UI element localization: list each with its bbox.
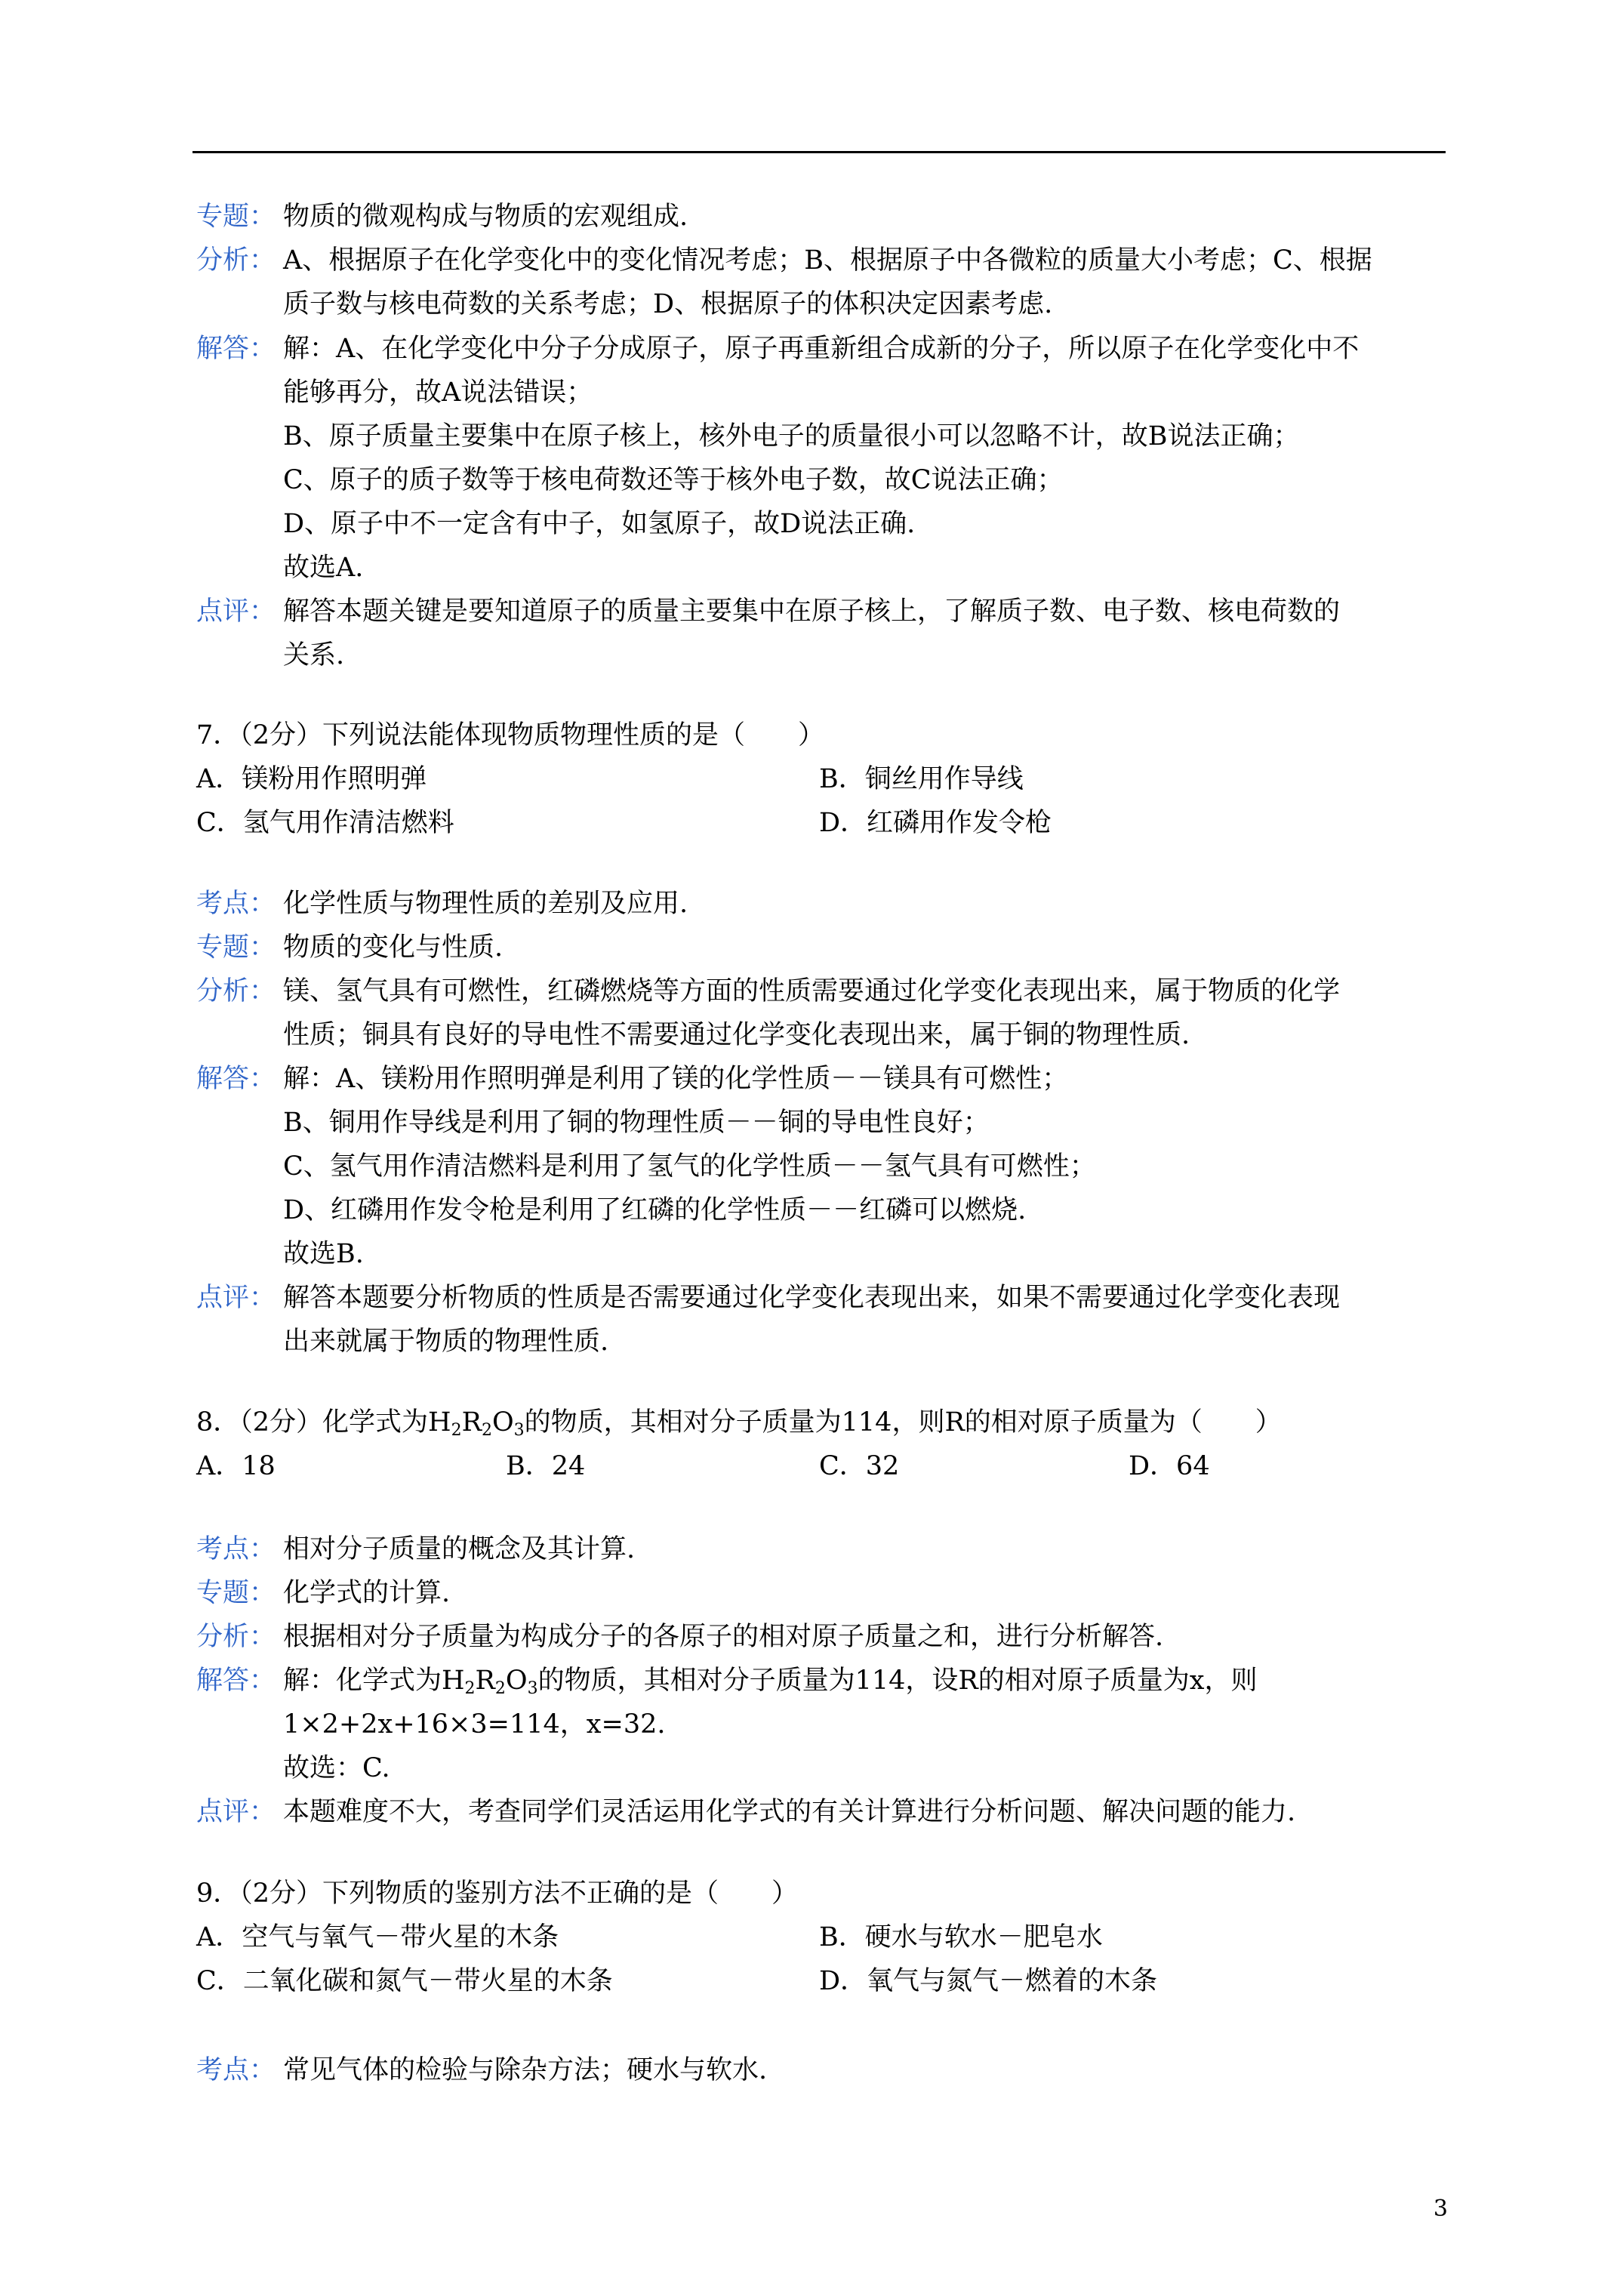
chemical-formula: $H_2R_2O_3$ xyxy=(428,1407,525,1440)
label-dianping: 点评： xyxy=(196,1797,276,1827)
label-zhuanti: 专题： xyxy=(196,1578,276,1608)
q6-jieda-line: C、原子的质子数等于核电荷数还等于核外电子数，故C说法正确； xyxy=(283,465,1064,495)
q8-jieda-line: 1×2+2x+16×3=114，x=32. xyxy=(283,1709,666,1740)
label-zhuanti: 专题： xyxy=(196,202,276,232)
label-jieda: 解答： xyxy=(196,1064,276,1094)
q7-zhuanti: 物质的变化与性质. xyxy=(283,932,504,963)
q8-zhuanti: 化学式的计算. xyxy=(283,1578,451,1608)
q8-option-c: C．32 xyxy=(819,1451,900,1481)
label-fenxi: 分析： xyxy=(196,1622,276,1652)
q7-fenxi-line: 性质；铜具有良好的导电性不需要通过化学变化表现出来，属于铜的物理性质. xyxy=(283,1020,1190,1050)
q6-fenxi-line: A、根据原子在化学变化中的变化情况考虑；B、根据原子中各微粒的质量大小考虑；C、根据 xyxy=(283,245,1372,276)
q7-jieda-line: 解：A、镁粉用作照明弹是利用了镁的化学性质－－镁具有可燃性； xyxy=(283,1064,1069,1094)
q7-dianping-line: 解答本题要分析物质的性质是否需要通过化学变化表现出来，如果不需要通过化学变化表现 xyxy=(283,1283,1341,1313)
page-number: 3 xyxy=(1433,2196,1448,2222)
q6-jieda-line: 解：A、在化学变化中分子分成原子，原子再重新组合成新的分子，所以原子在化学变化中不 xyxy=(283,334,1360,364)
q6-fenxi-line: 质子数与核电荷数的关系考虑；D、根据原子的体积决定因素考虑. xyxy=(283,289,1053,319)
q7-jieda-line: B、铜用作导线是利用了铜的物理性质－－铜的导电性良好； xyxy=(283,1108,990,1138)
q6-jieda-line: B、原子质量主要集中在原子核上，核外电子的质量很小可以忽略不计，故B说法正确； xyxy=(283,421,1300,451)
q7-jieda-line: 故选B. xyxy=(283,1239,364,1269)
q7-fenxi-line: 镁、氢气具有可燃性，红磷燃烧等方面的性质需要通过化学变化表现出来，属于物质的化学 xyxy=(283,976,1341,1006)
q6-dianping-line: 解答本题关键是要知道原子的质量主要集中在原子核上，了解质子数、电子数、核电荷数的 xyxy=(283,596,1341,627)
q9-kaodian: 常见气体的检验与除杂方法；硬水与软水. xyxy=(283,2055,768,2085)
q7-option-a: A．镁粉用作照明弹 xyxy=(196,764,427,794)
q8-stem-pre: 8．（2分）化学式为 xyxy=(196,1407,429,1438)
label-kaodian: 考点： xyxy=(196,2055,276,2085)
q8-fenxi: 根据相对分子质量为构成分子的各原子的相对原子质量之和，进行分析解答. xyxy=(283,1622,1164,1652)
q7-jieda-line: D、红磷用作发令枪是利用了红磷的化学性质－－红磷可以燃烧. xyxy=(283,1195,1027,1225)
q8-option-a: A．18 xyxy=(196,1451,276,1481)
label-zhuanti: 专题： xyxy=(196,932,276,963)
q7-jieda-line: C、氢气用作清洁燃料是利用了氢气的化学性质－－氢气具有可燃性； xyxy=(283,1151,1096,1182)
label-fenxi: 分析： xyxy=(196,245,276,276)
label-kaodian: 考点： xyxy=(196,889,276,919)
q6-dianping-line: 关系. xyxy=(283,640,345,670)
q8-stem-post: 的物质，其相对分子质量为114，则R的相对原子质量为（ ） xyxy=(524,1407,1282,1438)
label-jieda: 解答： xyxy=(196,334,276,364)
q9-option-b: B．硬水与软水－肥皂水 xyxy=(819,1922,1103,1952)
label-dianping: 点评： xyxy=(196,596,276,627)
q7-dianping-line: 出来就属于物质的物理性质. xyxy=(283,1327,609,1357)
q6-jieda-line: 能够再分，故A说法错误； xyxy=(283,378,593,408)
q8-jieda-line: 解：化学式为$H_2R_2O_3$的物质，其相对分子质量为114，设R的相对原子质量为x，则 xyxy=(283,1666,1258,1698)
q7-stem: 7．（2分）下列说法能体现物质物理性质的是（ ） xyxy=(196,720,825,750)
q6-zhuanti: 物质的微观构成与物质的宏观组成. xyxy=(283,202,688,232)
q7-option-c: C．氢气用作清洁燃料 xyxy=(196,808,454,838)
q8-option-b: B．24 xyxy=(506,1451,586,1481)
q9-stem: 9．（2分）下列物质的鉴别方法不正确的是（ ） xyxy=(196,1878,799,1909)
q8-jieda-line: 故选：C. xyxy=(283,1753,390,1783)
label-fenxi: 分析： xyxy=(196,976,276,1006)
q7-option-d: D．红磷用作发令枪 xyxy=(819,808,1052,838)
q8-option-d: D．64 xyxy=(1129,1451,1210,1481)
q8-dianping: 本题难度不大，考查同学们灵活运用化学式的有关计算进行分析问题、解决问题的能力. xyxy=(283,1797,1296,1827)
q6-jieda-line: D、原子中不一定含有中子，如氢原子，故D说法正确. xyxy=(283,509,916,539)
label-dianping: 点评： xyxy=(196,1283,276,1313)
chemical-formula: $H_2R_2O_3$ xyxy=(442,1666,538,1698)
header-rule xyxy=(192,151,1446,153)
q7-option-b: B．铜丝用作导线 xyxy=(819,764,1024,794)
q8-kaodian: 相对分子质量的概念及其计算. xyxy=(283,1534,636,1564)
label-kaodian: 考点： xyxy=(196,1534,276,1564)
q9-option-d: D．氧气与氮气－燃着的木条 xyxy=(819,1966,1158,1996)
q9-option-c: C．二氧化碳和氮气－带火星的木条 xyxy=(196,1966,613,1996)
q9-option-a: A．空气与氧气－带火星的木条 xyxy=(196,1922,559,1952)
q8-stem xyxy=(196,1406,1282,1439)
q7-kaodian: 化学性质与物理性质的差别及应用. xyxy=(283,889,688,919)
q6-jieda-line: 故选A. xyxy=(283,553,364,583)
label-jieda: 解答： xyxy=(196,1666,276,1696)
